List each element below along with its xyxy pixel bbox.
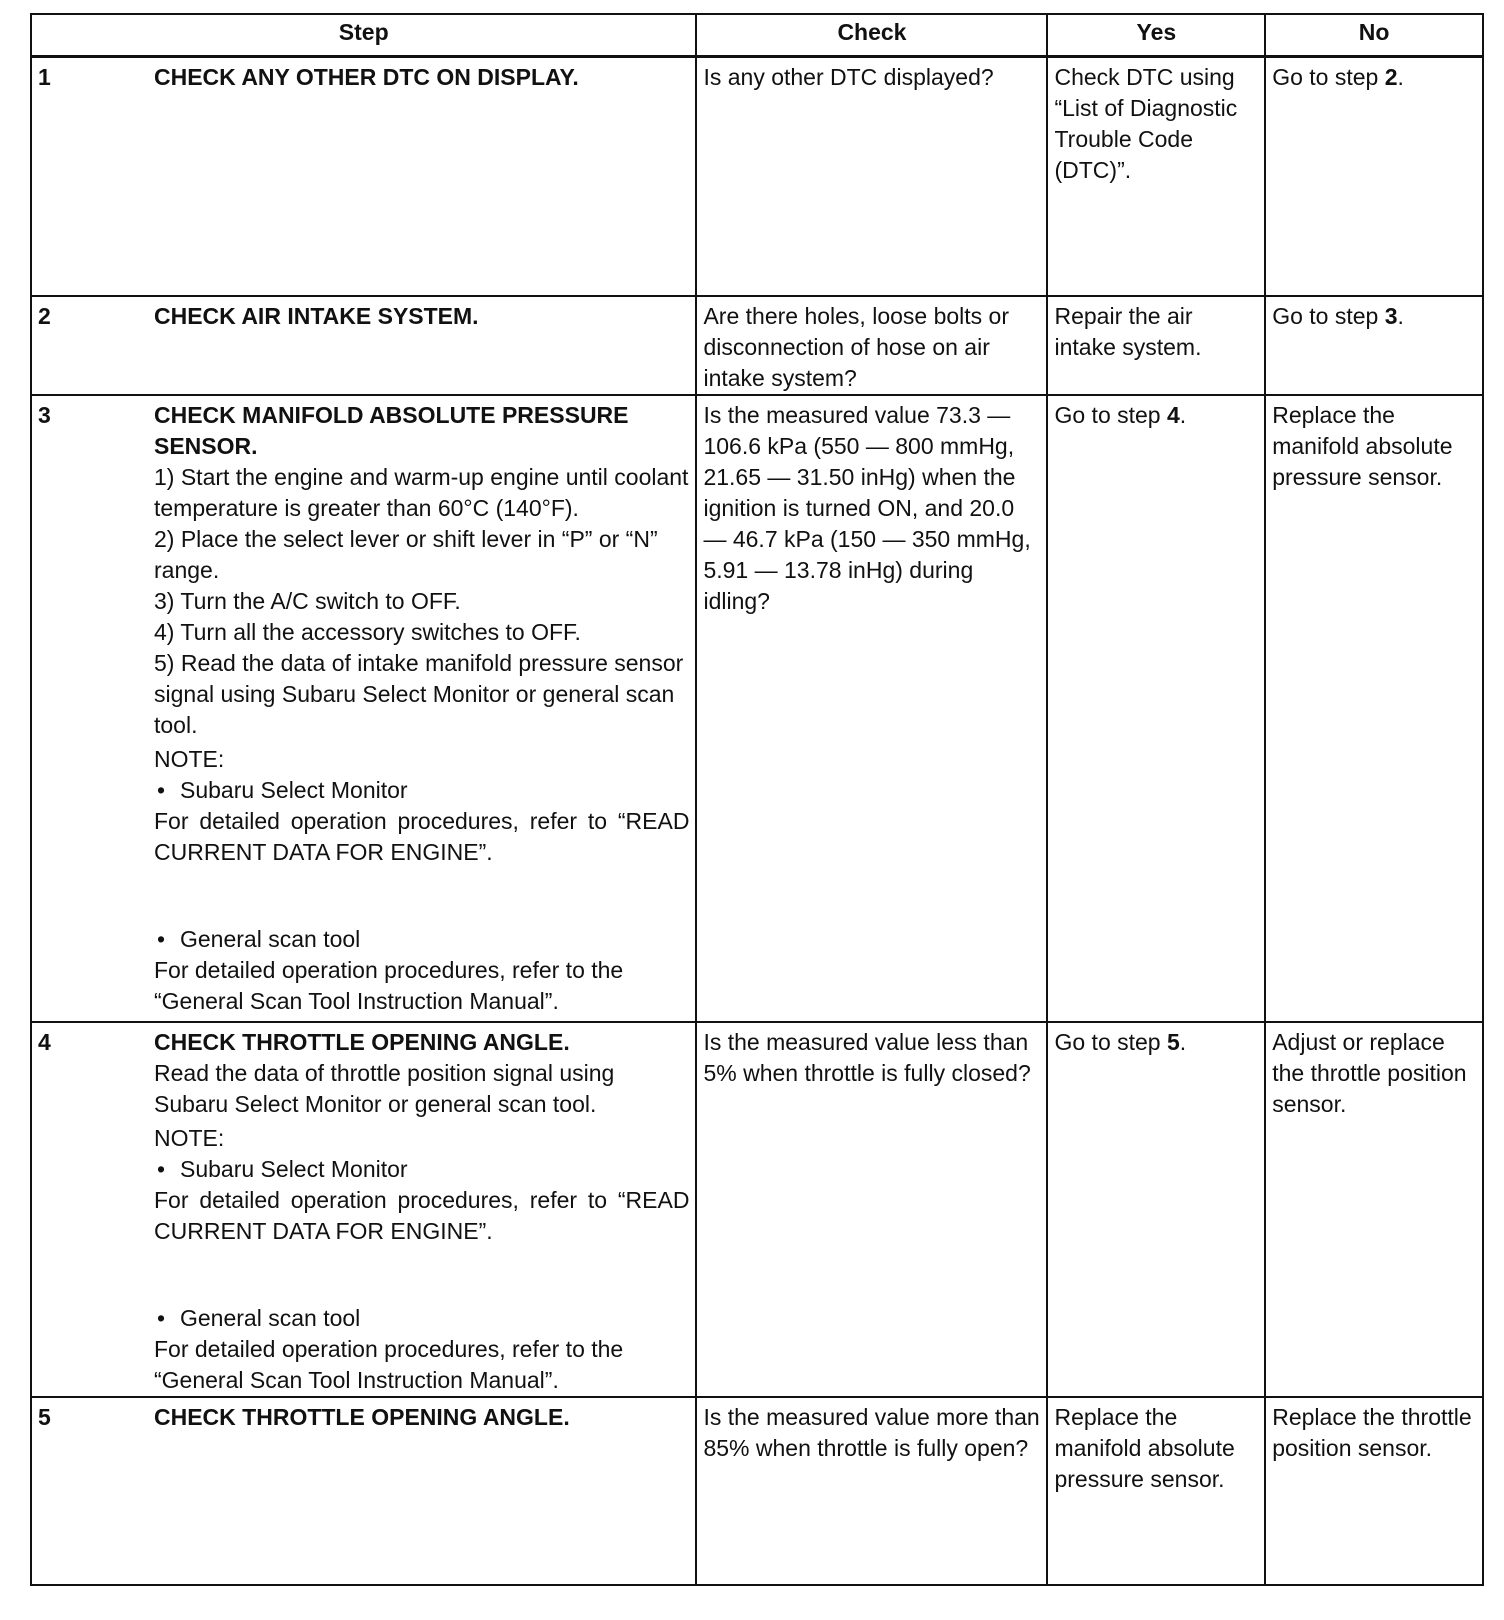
table-row — [31, 395, 1483, 1022]
step-title: CHECK ANY OTHER DTC ON DISPLAY. — [154, 64, 579, 90]
bullet-text: For detailed operation procedures, refer to “READ CURRENT DATA FOR ENGINE”. — [154, 807, 690, 865]
check-cell — [696, 57, 1047, 296]
yes-cell — [1047, 1397, 1265, 1585]
table-row — [31, 57, 1483, 296]
procedure-step: 3) Turn the A/C switch to OFF. — [154, 587, 461, 614]
check-text: Is the measured value less than 5% when throttle is fully closed? — [703, 1028, 1031, 1086]
check-text: Is the measured value 73.3 — 106.6 kPa (550 — 800 mmHg, 21.65 — 31.50 inHg) when the ignition is turned ON, and 20.0 — 46.7 kPa (150 — 350 mmHg, 5.91 — 13.78 inHg) during idling? — [703, 401, 1031, 614]
step-number: 5 — [38, 1403, 51, 1430]
no-cell — [1265, 57, 1483, 296]
procedure-step: 1) Start the engine and warm-up engine until coolant temperature is greater than 60°C (140°F). — [154, 463, 689, 521]
bullet-text: For detailed operation procedures, refer to “READ CURRENT DATA FOR ENGINE”. — [154, 1186, 690, 1244]
step-title: CHECK MANIFOLD ABSOLUTE PRESSURE SENSOR. — [154, 401, 629, 459]
step-title: CHECK THROTTLE OPENING ANGLE. — [154, 1403, 570, 1430]
check-text: Are there holes, loose bolts or disconnection of hose on air intake system? — [703, 302, 1010, 391]
no-cell — [1265, 1022, 1483, 1397]
diagnostic-table — [30, 13, 1484, 1586]
step-number: 1 — [38, 64, 51, 90]
header-check: Check — [696, 14, 1047, 57]
no-cell — [1265, 1397, 1483, 1585]
bullet-item: • Subaru Select Monitor — [154, 1154, 689, 1185]
no-text: Replace the manifold absolute pressure sensor. — [1272, 401, 1453, 490]
no-text: Go to step 2. — [1272, 64, 1404, 90]
table-row — [31, 296, 1483, 395]
check-text: Is any other DTC displayed? — [703, 64, 994, 90]
table-row — [31, 1397, 1483, 1585]
step-number: 2 — [38, 302, 51, 329]
check-cell — [696, 1397, 1047, 1585]
yes-text: Repair the air intake system. — [1054, 302, 1202, 360]
note-label: NOTE: — [154, 745, 225, 772]
no-cell — [1265, 395, 1483, 1022]
procedure-step: 2) Place the select lever or shift lever in “P” or “N” range. — [154, 525, 658, 583]
step-cell — [31, 1022, 696, 1397]
no-text: Go to step 3. — [1272, 302, 1404, 329]
step-title: CHECK AIR INTAKE SYSTEM. — [154, 302, 479, 329]
step-cell — [31, 395, 696, 1022]
no-cell — [1265, 296, 1483, 395]
bullet-text: For detailed operation procedures, refer to the “General Scan Tool Instruction Manual”. — [154, 1335, 624, 1393]
step-cell — [31, 57, 696, 296]
yes-cell — [1047, 57, 1265, 296]
yes-cell — [1047, 395, 1265, 1022]
check-cell — [696, 395, 1047, 1022]
header-row — [31, 14, 1483, 57]
procedure-step: 4) Turn all the accessory switches to OFF. — [154, 618, 581, 645]
yes-text: Go to step 5. — [1054, 1028, 1187, 1055]
no-text: Adjust or replace the throttle position sensor. — [1272, 1028, 1467, 1117]
bullet-item: • General scan tool — [154, 924, 689, 955]
yes-text: Check DTC using “List of Diagnostic Trouble Code (DTC)”. — [1054, 64, 1238, 183]
check-cell — [696, 1022, 1047, 1397]
check-text: Is the measured value more than 85% when throttle is fully open? — [703, 1403, 1040, 1461]
step-body: Read the data of throttle position signal using Subaru Select Monitor or general scan tool. — [154, 1059, 615, 1117]
note-label: NOTE: — [154, 1124, 225, 1151]
header-yes: Yes — [1047, 14, 1265, 57]
step-cell — [31, 296, 696, 395]
step-title: CHECK THROTTLE OPENING ANGLE. — [154, 1028, 570, 1055]
yes-cell — [1047, 1022, 1265, 1397]
check-cell — [696, 296, 1047, 395]
step-cell — [31, 1397, 696, 1585]
step-number: 4 — [38, 1028, 51, 1055]
step-number: 3 — [38, 401, 51, 428]
bullet-text: For detailed operation procedures, refer to the “General Scan Tool Instruction Manual”. — [154, 956, 624, 1014]
header-no: No — [1265, 14, 1483, 57]
yes-text: Go to step 4. — [1054, 401, 1187, 428]
table-row — [31, 1022, 1483, 1397]
header-step: Step — [31, 14, 696, 57]
yes-text: Replace the manifold absolute pressure sensor. — [1054, 1403, 1235, 1492]
bullet-item: • General scan tool — [154, 1303, 689, 1334]
procedure-step: 5) Read the data of intake manifold pressure sensor signal using Subaru Select Monitor or general scan tool. — [154, 649, 684, 738]
yes-cell — [1047, 296, 1265, 395]
no-text: Replace the throttle position sensor. — [1272, 1403, 1472, 1461]
bullet-item: • Subaru Select Monitor — [154, 775, 689, 806]
